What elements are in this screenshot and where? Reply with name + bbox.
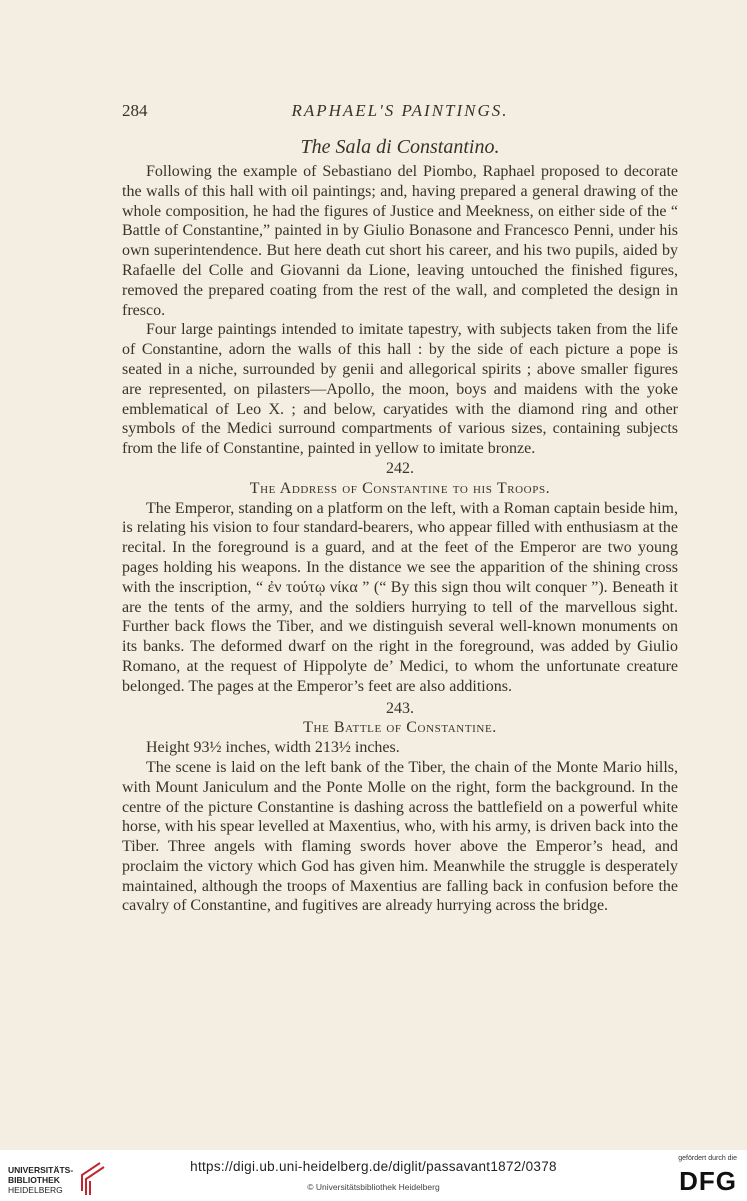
page-header xyxy=(122,101,678,123)
entry-number: 242. xyxy=(386,459,414,477)
paragraph-address: The Emperor, standing on a platform on the left, with a Roman captain beside him, is relating his vision to four standard-bearers, who appear filled with enthusiasm at the recital. In the foreground is a guard, and at the feet of the Emperor are two young pages holding his weapons. In the distance we see the apparition of the shining cross with the inscription, “ ἐν τούτῳ νίκα ” (“ By this sign thou wilt conquer ”). Beneath it are the tents of the army, and the soldiers hurrying to tell of the marvellous sight. Further back flows the Tiber, and we distinguish several well-known monuments on its banks. The deformed dwarf on the right in the foreground, was added by Giulio Romano, at the request of Hippolyte de’ Medici, to whom the unfortunate creature belonged. The pages at the Emperor’s feet are also additions. xyxy=(122,499,678,695)
dimensions-line: Height 93½ inches, width 213½ inches. xyxy=(146,739,400,757)
paragraph-decoration: Four large paintings intended to imitate tapestry, with subjects taken from the life of Constantine, adorn the walls of this hall : by the side of each picture a pope is seated in a niche, surrounded by genii and allegorical spirits ; above smaller figures are represented, on pilasters—Apollo, the moon, boys and maidens with the yoke emblematical of Leo X. ; and below, caryatides with the diamond ring and other symbols of the Medici surround compartments of various sizes, containing subjects from the life of Constantine, painted in yellow to imitate bronze. xyxy=(122,321,678,458)
copyright-notice: © Universitätsbibliothek Heidelberg xyxy=(307,1182,440,1192)
dfg-mark: DFG xyxy=(679,1166,737,1196)
entry-title: The Battle of Constantine. xyxy=(303,719,497,737)
permalink-url[interactable]: https://digi.ub.uni-heidelberg.de/diglit/passavant1872/0378 xyxy=(190,1159,557,1174)
paragraph-battle: The scene is laid on the left bank of the Tiber, the chain of the Monte Mario hills, with Mount Janiculum and the Ponte Molle on the right, form the background. In the centre of the picture Constantine is dashing across the battlefield on a powerful white horse, with his spear levelled at Maxentius, who, with his army, is driven back into the Tiber. Three angels with flaming swords hover above the Emperor’s head, and proclaim the victory which God has given him. Meanwhile the struggle is desperately maintained, although the troops of Maxentius are falling back in confusion before the cavalry of Constantine, and fugitives are already hurrying across the bridge. xyxy=(122,758,678,915)
entry-number: 243. xyxy=(386,699,414,717)
entry-title: The Address of Constantine to his Troops. xyxy=(249,479,551,497)
funded-by-label: gefördert durch die xyxy=(678,1155,737,1162)
viewer-footer xyxy=(0,1150,747,1201)
library-name: UNIVERSITÄTS- BIBLIOTHEK HEIDELBERG xyxy=(8,1165,74,1195)
section-title: The Sala di Constantino. xyxy=(300,136,500,158)
paragraph-intro: Following the example of Sebastiano del Piombo, Raphael proposed to decorate the walls of this hall with oil paintings; and, having prepared a general drawing of the whole composition, he had the figures of Justice and Meekness, on either side of the “ Battle of Constantine,” painted in by Giulio Bonasone and Francesco Penni, under his own superintendence. But here death cut short his career, and his two pupils, aided by Rafaelle del Colle and Giovanni da Lione, leaving untouched the finished figures, removed the prepared coating from the rest of the wall, and completed the design in fresco. xyxy=(122,163,678,319)
page-number: 284 xyxy=(122,101,148,120)
running-title: RAPHAEL'S PAINTINGS. xyxy=(291,101,509,120)
body-text xyxy=(122,162,678,916)
dfg-logo[interactable] xyxy=(667,1155,737,1197)
